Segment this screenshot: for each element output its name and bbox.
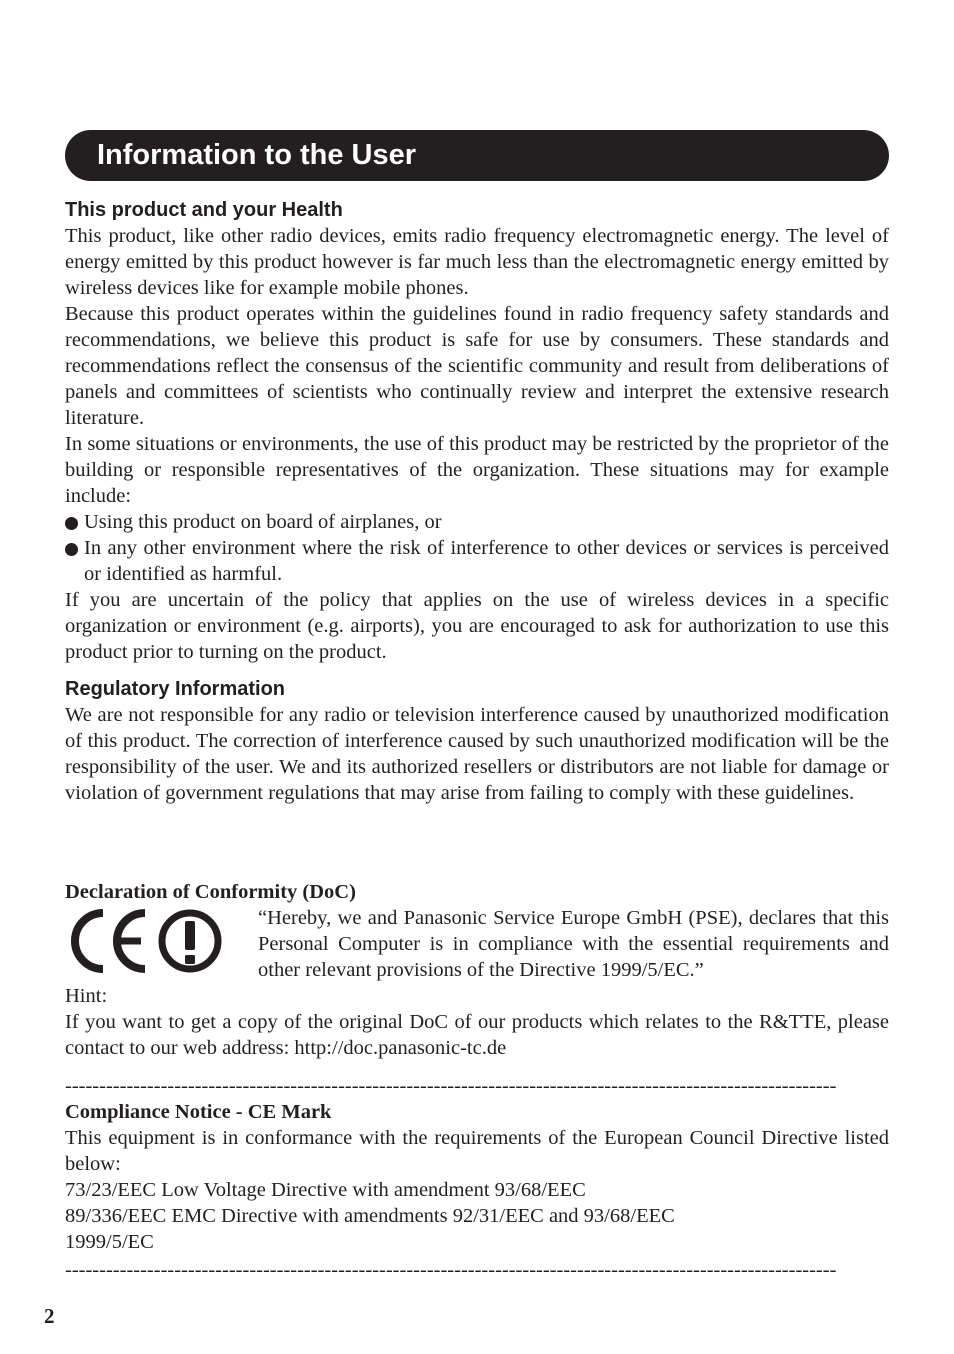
regulatory-paragraph: We are not responsible for any radio or television interference caused by unauthorized modification of this product. The correction of interference caused by such unauthorized modification will be the responsibility of the user. We and its authorized resellers or distributors are not liable for damage or violation of government regulations that may arise from failing to comply with these guidelines.: [65, 704, 889, 804]
doc-section: [65, 879, 889, 1061]
doc-declaration-text: “Hereby, we and Panasonic Service Europe GmbH (PSE), declares that this Personal Computer is in compliance with the essential requirements and other relevant provisions of the Directive 1999/5/EC.”: [258, 907, 889, 981]
health-paragraph-2: Because this product operates within the guidelines found in radio frequency safety standards and recommendations, we believe this product is safe for use by consumers. These standards and recommendations reflect the consensus of the scientific community and result from deliberations of panels and committees of scientists who continually review and interpret the extensive research literature.: [65, 303, 889, 429]
doc-hint-label: Hint:: [65, 985, 108, 1007]
health-paragraph-4: If you are uncertain of the policy that applies on the use of wireless devices in a specific organization or environment (e.g. airports), you are encouraged to ask for authorization to use this product prior to turning on the product.: [65, 589, 889, 663]
page-number: 2: [44, 1304, 55, 1328]
health-section: [65, 197, 889, 665]
regulatory-section: [65, 676, 889, 806]
list-item: [65, 509, 889, 535]
dashed-divider: -----------------------------------------------------------------------------------------------------------------: [65, 1259, 837, 1281]
compliance-intro: This equipment is in conformance with the requirements of the European Council Directive listed below:: [65, 1127, 889, 1175]
directive-line: 89/336/EEC EMC Directive with amendments 92/31/EEC and 93/68/EEC: [65, 1205, 675, 1227]
regulatory-heading: Regulatory Information: [65, 678, 286, 700]
health-paragraph-3: In some situations or environments, the use of this product may be restricted by the proprietor of the building or responsible representatives of the organization. These situations may for example include:: [65, 433, 889, 507]
doc-statement-row: [65, 905, 889, 983]
compliance-heading: Compliance Notice - CE Mark: [65, 1101, 332, 1123]
directive-line: 1999/5/EC: [65, 1231, 154, 1253]
bullet-icon: [65, 517, 78, 530]
dashed-divider: -----------------------------------------------------------------------------------------------------------------: [65, 1075, 837, 1097]
doc-heading: Declaration of Conformity (DoC): [65, 881, 356, 903]
ce-alert-mark-icon: [65, 907, 225, 975]
page-title: Information to the User: [97, 139, 417, 171]
separator-top: [65, 1073, 889, 1099]
health-paragraph-1: This product, like other radio devices, emits radio frequency electromagnetic energy. The level of energy emitted by this product however is far much less than the electromagnetic energy emitted by wireless devices like for example mobile phones.: [65, 225, 889, 299]
section-title-banner: [65, 130, 889, 181]
directive-line: 73/23/EEC Low Voltage Directive with amendment 93/68/EEC: [65, 1179, 586, 1201]
bullet-icon: [65, 543, 78, 556]
doc-hint-text: If you want to get a copy of the original DoC of our products which relates to the R&TTE, please contact to our web address: http://doc.panasonic-tc.de: [65, 1011, 889, 1059]
list-item-text: Using this product on board of airplanes, or: [84, 511, 442, 533]
list-item: [65, 535, 889, 587]
health-heading: This product and your Health: [65, 199, 343, 221]
list-item-text: In any other environment where the risk of interference to other devices or services is perceived or identified as harmful.: [84, 537, 889, 585]
compliance-section: [65, 1099, 889, 1255]
separator-bottom: [65, 1257, 889, 1283]
